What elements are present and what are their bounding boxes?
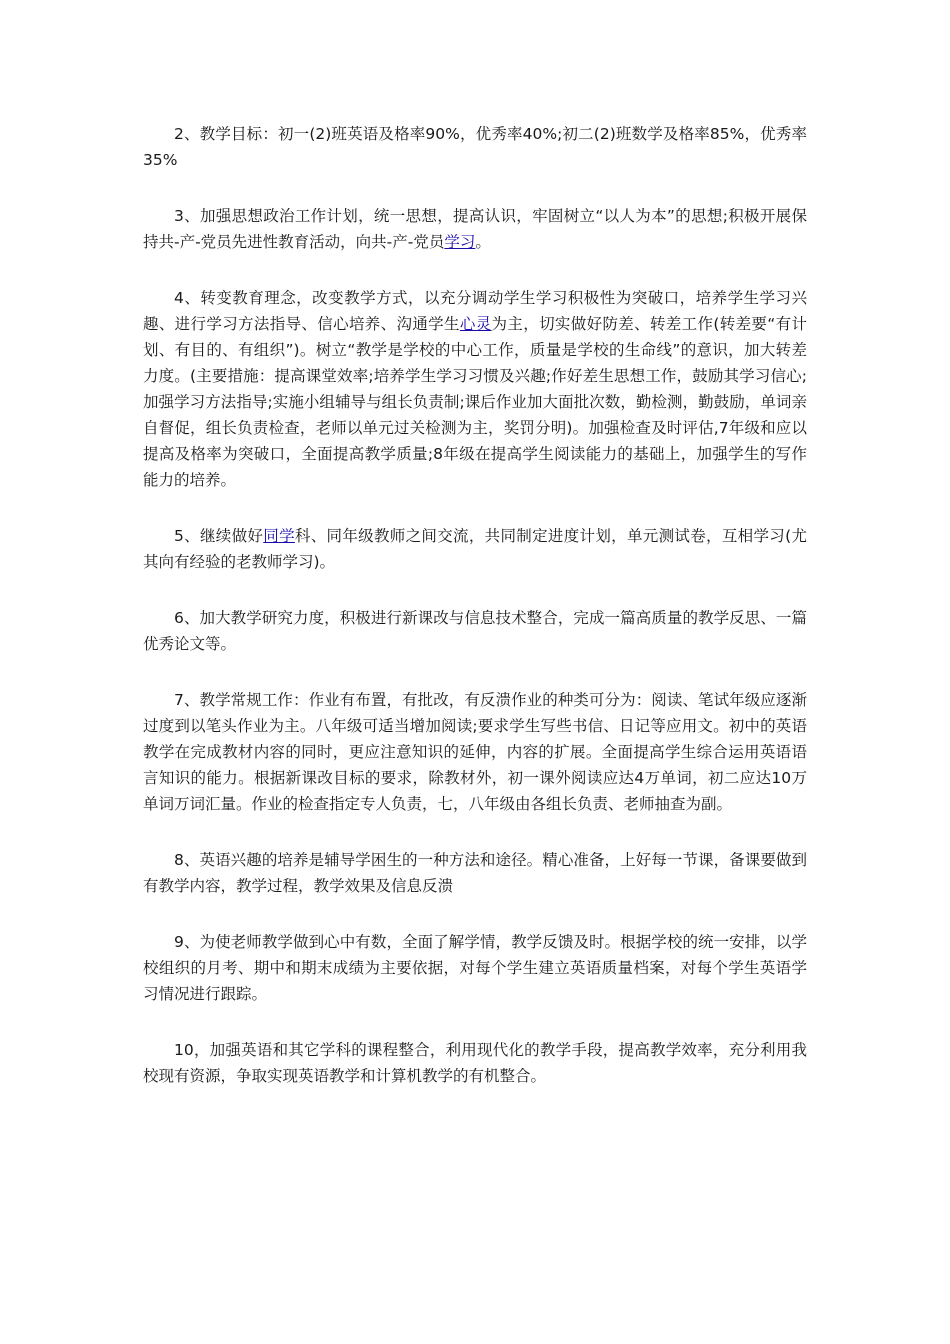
link-study[interactable]: 学习	[444, 233, 476, 251]
paragraph-text: 2、教学目标：初一(2)班英语及格率90%，优秀率40%;初二(2)班数学及格率85%，优秀率35%	[143, 125, 807, 169]
paragraph-text: 。	[475, 233, 491, 251]
paragraph-text: 6、加大教学研究力度，积极进行新课改与信息技术整合，完成一篇高质量的教学反思、一篇优秀论文等。	[143, 609, 807, 653]
paragraph-text: 9、为使老师教学做到心中有数，全面了解学情，教学反馈及时。根据学校的统一安排，以学校组织的月考、期中和期末成绩为主要依据，对每个学生建立英语质量档案，对每个学生英语学习情况进行跟踪。	[143, 933, 807, 1003]
paragraph-text: 为主，切实做好防差、转差工作(转差要“有计划、有目的、有组织”)。树立“教学是学校的中心工作，质量是学校的生命线”的意识，加大转差力度。(主要措施：提高课堂效率;培养学生学习习惯及兴趣;作好差生思想工作，鼓励其学习信心;加强学习方法指导;实施小组辅导与组长负责制;课后作业加大面批次数，勤检测，勤鼓励，单词亲自督促，组长负责检查，老师以单元过关检测为主，奖罚分明)。加强检查及时评估,7年级和应以提高及格率为突破口，全面提高教学质量;8年级在提高学生阅读能力的基础上，加强学生的写作能力的培养。	[143, 315, 807, 489]
paragraph-9	[143, 929, 807, 1007]
paragraph-7	[143, 687, 807, 817]
document-body	[143, 121, 807, 1119]
paragraph-text: 4、转变教育理念，改变教学方式，以充分调动学生学习积极性为突破口，培养学生学习兴趣、进行学习方法指导、信心培养、沟通学生	[143, 289, 807, 333]
paragraph-text: 5、继续做好	[174, 527, 264, 545]
paragraph-text: 8、英语兴趣的培养是辅导学困生的一种方法和途径。精心准备，上好每一节课，备课要做到有教学内容，教学过程，教学效果及信息反溃	[143, 851, 807, 895]
link-classmate[interactable]: 同学	[263, 527, 295, 545]
paragraph-4	[143, 285, 807, 493]
paragraph-2	[143, 121, 807, 173]
paragraph-10	[143, 1037, 807, 1089]
paragraph-6	[143, 605, 807, 657]
paragraph-text: 7、教学常规工作：作业有布置，有批改，有反溃作业的种类可分为：阅读、笔试年级应逐渐过度到以笔头作业为主。八年级可适当增加阅读;要求学生写些书信、日记等应用文。初中的英语教学在完成教材内容的同时，更应注意知识的延伸，内容的扩展。全面提高学生综合运用英语语言知识的能力。根据新课改目标的要求，除教材外，初一课外阅读应达4万单词，初二应达10万单词万词汇量。作业的检查指定专人负责，七，八年级由各组长负责、老师抽查为副。	[143, 691, 807, 813]
paragraph-text: 3、加强思想政治工作计划，统一思想，提高认识，牢固树立“以人为本”的思想;积极开展保持共-产-党员先进性教育活动，向共-产-党员	[143, 207, 807, 251]
paragraph-text: 10，加强英语和其它学科的课程整合，利用现代化的教学手段，提高教学效率，充分利用我校现有资源，争取实现英语教学和计算机教学的有机整合。	[143, 1041, 807, 1085]
paragraph-8	[143, 847, 807, 899]
link-soul[interactable]: 心灵	[459, 315, 492, 333]
paragraph-5	[143, 523, 807, 575]
paragraph-3	[143, 203, 807, 255]
paragraph-text: 科、同年级教师之间交流，共同制定进度计划，单元测试卷，互相学习(尤其向有经验的老教师学习)。	[143, 527, 807, 571]
